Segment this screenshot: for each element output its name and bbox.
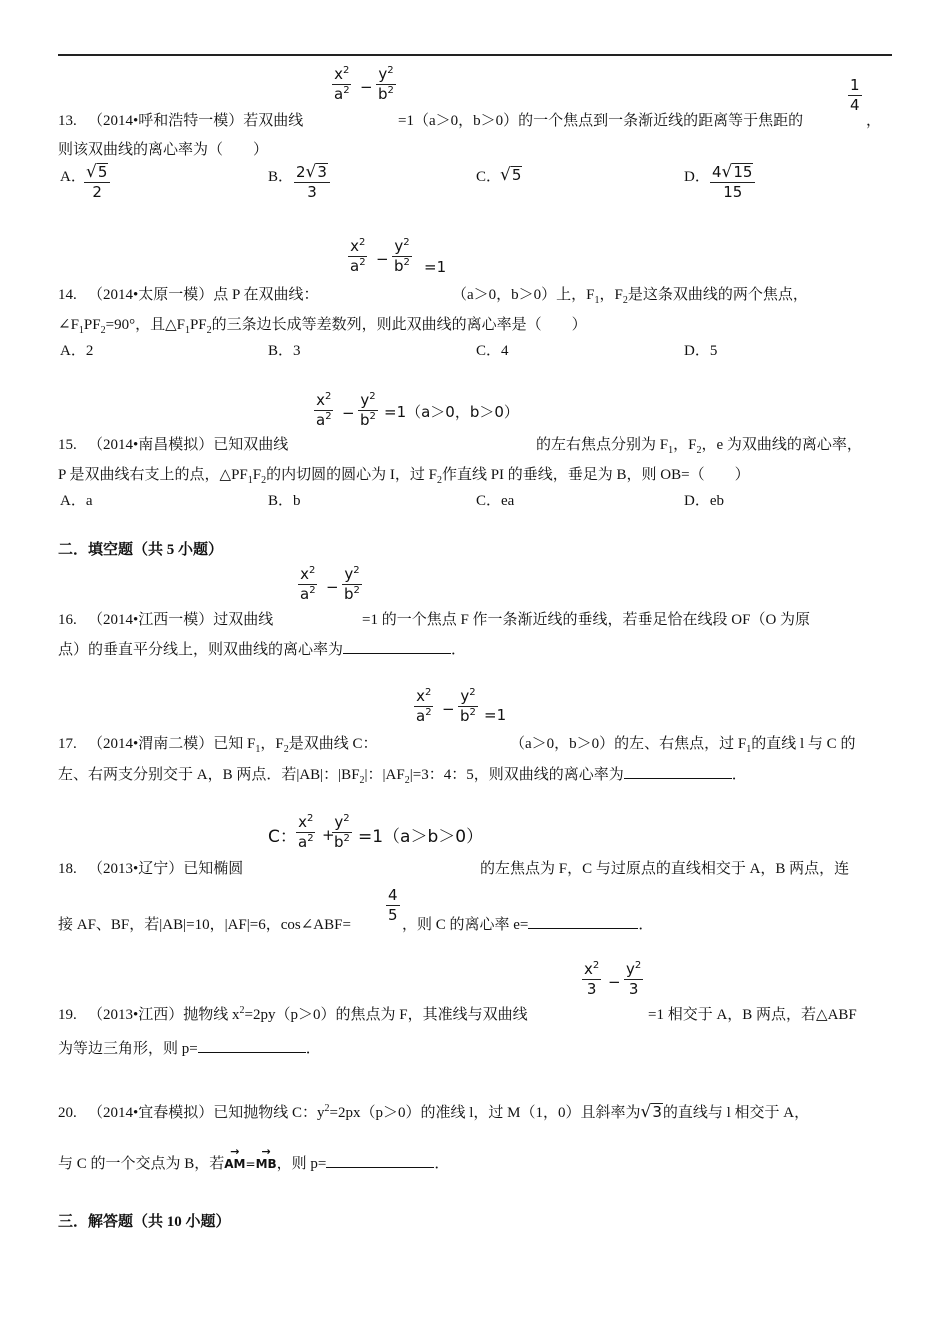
hyperbola-term-y: $\frac{y^2}{b^2}$ [360,391,376,429]
question-14-line-1: 14. （2014•太原一模）点 P 在双曲线： [58,287,319,303]
question-16-line-1: 16. （2014•江西一模）过双曲线 [58,612,274,628]
question-18-line-1-tail: 的左焦点为 F，C 与过原点的直线相交于 A，B 两点，连 [480,861,850,877]
option-d-value: 4 √ 15 15 [710,163,755,201]
hyperbola-term-x: $\frac{x^2}{a^2}$ [416,687,432,725]
question-15-line-1-tail: 的左右焦点分别为 $F_1$，$F_2$，e 为双曲线的离心率， [536,437,862,456]
vector-am: → AM [224,1155,245,1173]
question-15-line-2: P 是双曲线右支上的点，$\triangle PF_1F_2$的内切圆的圆心为 I，过 $F_2$作直线 PI 的垂线，垂足为 B，则 OB=（ ） [58,467,750,486]
top-rule [58,54,892,56]
question-20-line-1: 20. （2014•宜春模拟）已知抛物线 C：$y^2=2px(p>0)$的准线 l，过 M（1，0）且斜率为 √ 3 的直线与 l 相交于 A， [58,1102,810,1122]
sqrt-3: √ 3 [640,1102,662,1122]
option-d: D．5 [684,343,718,359]
option-a: A．2 [60,343,94,359]
hyperbola-term-x: $\frac{x^2}{a^2}$ [334,65,350,103]
option-c-value: √ 5 [500,165,522,185]
option-c: C．ea [476,493,515,509]
option-d: D．eb [684,493,724,509]
question-20-line-2: 与 C 的一个交点为 B，若→ AM=→ MB，则 p= ． [58,1155,449,1173]
option-b: B．b [268,493,301,509]
hyperbola-term-y: $\frac{y^2}{b^2}$ [460,687,476,725]
option-a-label: A． [60,169,86,185]
question-16-line-2: 点）的垂直平分线上，则双曲线的离心率为 ． [58,642,467,658]
hyperbola-term-x: $\frac{x^2}{a^2}$ [300,565,316,603]
question-13-line-1-tail: =1（a＞0，b＞0）的一个焦点到一条渐近线的距离等于焦距的 [398,113,804,129]
question-19-line-1: 19. （2013•江西）抛物线 $x^2=2py(p>0)$的焦点为 F，其准线与双曲线 [58,1005,528,1023]
answer-blank[interactable] [624,778,732,779]
vector-mb: → MB [256,1155,277,1173]
option-b: B．3 [268,343,301,359]
answer-blank[interactable] [326,1167,434,1168]
question-15-line-1: 15. （2014•南昌模拟）已知双曲线 [58,437,289,453]
question-13-line-1: 13. （2014•呼和浩特一模）若双曲线 [58,113,304,129]
option-c-label: C． [476,169,502,185]
ellipse-term-y: $\frac{y^2}{b^2}$ [334,813,350,851]
question-18-line-2-tail: ，则 C 的离心率 e= ． [402,917,654,933]
fraction-four-fifths: $\frac{4}{5}$ [388,886,398,924]
hyperbola-term-y: $\frac{y^2}{b^2}$ [378,65,394,103]
question-18-line-1: 18. （2013•辽宁）已知椭圆 [58,861,244,877]
question-17-line-2: 左、右两支分别交于 A，B 两点．若|AB|：$|BF_2|$：$|AF_2|=3$：4：5，则双曲线的离心率为 ． [58,767,747,786]
hyperbola-term-y: $\frac{y^2}{3}$ [626,960,642,998]
question-16-line-1-tail: =1 的一个焦点 F 作一条渐近线的垂线，若垂足恰在线段 OF（O 为原 [362,612,811,628]
question-19-line-2: 为等边三角形，则 p= ． [58,1041,321,1057]
answer-blank[interactable] [528,928,638,929]
answer-blank[interactable] [343,653,451,654]
question-14-line-1-tail: （a＞0，b＞0）上，$F_1$，$F_2$是这条双曲线的两个焦点， [452,287,808,306]
option-a-value: √ 5 2 [84,163,110,201]
option-b-value: 2 √ 3 3 [294,163,330,201]
option-a: A．a [60,493,93,509]
answer-blank[interactable] [198,1052,306,1053]
question-14-line-2: $\angle F_1PF_2=90^\circ$，且$\triangle F_1PF_2$的三条边长成等差数列，则此双曲线的离心率是（ ） [58,317,587,336]
hyperbola-term-y: $\frac{y^2}{b^2}$ [344,565,360,603]
question-13-line-2: 则该双曲线的离心率为（ ） [58,142,269,158]
question-19-line-1-tail: =1 相交于 A，B 两点，若△ABF [648,1007,857,1023]
option-c: C．4 [476,343,509,359]
question-17-line-1-tail: （a＞0，b＞0）的左、右焦点，过 $F_1$的直线 l 与 C 的 [510,736,856,755]
ellipse-term-x: $\frac{x^2}{a^2}$ [298,813,314,851]
section-heading-fill-in: 二．填空题（共 5 小题） [58,542,224,558]
section-heading-solutions: 三．解答题（共 10 小题） [58,1214,231,1230]
option-b-label: B． [268,169,294,185]
question-17-line-1: 17. （2014•渭南二模）已知 $F_1$，$F_2$是双曲线 C： [58,736,378,755]
hyperbola-term-x: $\frac{x^2}{3}$ [584,960,600,998]
hyperbola-term-x: $\frac{x^2}{a^2}$ [350,237,366,275]
hyperbola-term-x: $\frac{x^2}{a^2}$ [316,391,332,429]
fraction-one-quarter: $\frac{1}{4}$ [850,76,860,114]
question-18-line-2: 接 AF、BF，若|AB|=10，|AF|=6，cos∠ABF= [58,917,351,933]
hyperbola-term-y: $\frac{y^2}{b^2}$ [394,237,410,275]
option-d-label: D． [684,169,710,185]
